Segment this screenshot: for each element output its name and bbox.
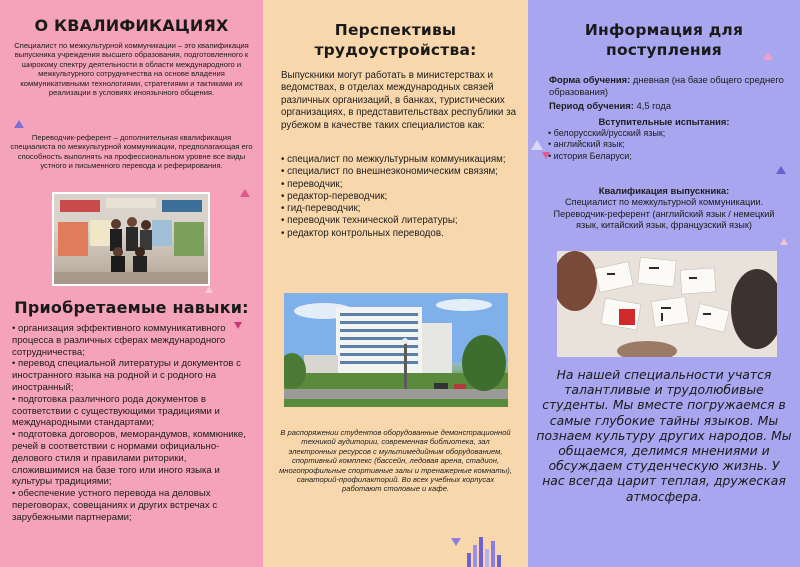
list-item: • обеспечение устного перевода на деловых переговорах, совещаниях и других встречах с зарубежными партнерами;: [12, 488, 218, 523]
qualification-paragraph-1: Специалист по межкультурной коммуникации – это квалификация выпускника учреждения высшего образования, подготовленного к широкому спектру деятельности в области международного и межкультурного сотрудничества на основе владения коммуникативными технологиями, стратегиями и тактиками их реализации в условиях иноязычного общения.: [14, 41, 249, 98]
decor-triangle: [234, 322, 242, 329]
study-period: [549, 100, 789, 112]
calligraphy-class-photo: [557, 251, 777, 357]
decor-triangle: [763, 52, 773, 60]
qualification-paragraph-2: Переводчик-референт – дополнительная квалификация специалиста по межкультурной коммуникации, предполагающая его способность выполнять на профессиональном уровне все виды устного и письменного перевода и реферирования.: [10, 133, 253, 171]
decor-triangle: [780, 238, 788, 245]
facilities-caption: В распоряжении студентов оборудованные демонстрационной техникой аудитории, современная библиотека, зал электронных ресурсов с мультимедийным оборудованием, спортивный комплекс (бассейн, ледовая арена, стадион, многопрофильные спортивные залы и тренажерные комнаты), санаторий-профилакторий. Во всех учебных корпусах работают столовые и кафе.: [279, 428, 512, 494]
decor-triangle: [542, 152, 550, 159]
motto-text: На нашей специальности учатся талантливые и трудолюбивые студенты. Мы вместе погружаемся в самые глубокие тайны языков. Мы познаем культуру других народов. Мы общаемся, делимся мнениями и обсуждаем студенческую жизнь. У нас всегда царит теплая, дружеская атмосфера.: [536, 367, 792, 504]
university-building-photo: [284, 293, 508, 407]
exams-list: [548, 128, 788, 162]
list-item: • белорусский/русский язык;: [548, 128, 666, 138]
list-item: • история Беларуси;: [548, 150, 632, 161]
list-item: • организация эффективного коммуникативного процесса в различных сферах международного сотрудничества;: [12, 323, 226, 358]
study-form-value: дневная (на базе общего среднего образования): [549, 74, 784, 97]
qualifications-heading: О КВАЛИФИКАЦИЯХ: [34, 16, 229, 35]
column-qualifications: [0, 0, 263, 567]
decor-bars: [467, 530, 507, 567]
decor-triangle: [451, 538, 461, 546]
skills-list: [12, 323, 255, 524]
list-item: • редактор-переводчик;: [281, 190, 388, 202]
graduate-qualification-text: Специалист по межкультурной коммуникации. Переводчик-референт (английский язык / немецкий язык, китайский язык, французский язык): [553, 197, 775, 230]
decor-triangle: [531, 140, 543, 150]
study-period-value: 4,5 года: [633, 100, 672, 111]
list-item: • гид-переводчик;: [281, 203, 361, 215]
list-item: • переводчик технической литературы;: [281, 215, 458, 227]
study-form-label: Форма обучения:: [549, 74, 631, 85]
list-item: • специалист по межкультурным коммуникациям;: [281, 154, 506, 165]
list-item: • редактор контрольных переводов.: [281, 227, 444, 239]
study-period-label: Период обучения:: [549, 100, 634, 111]
employment-heading: Перспективы трудоустройства:: [314, 21, 477, 59]
exams-heading: Вступительные испытания:: [598, 116, 730, 127]
employment-intro: Выпускники могут работать в министерствах и ведомствах, в отделах международных связей различных организаций, в банках, туристических организациях, в представительствах республики за рубежом в качестве таких специалистов как:: [281, 70, 517, 131]
decor-triangle: [240, 189, 250, 197]
decor-triangle: [776, 166, 786, 174]
decor-triangle: [205, 286, 213, 293]
list-item: • подготовка различного рода документов в соответствии с существующими традициями и международными стандартами;: [12, 393, 220, 429]
column-admission: [528, 0, 800, 567]
list-item: • английский язык;: [548, 139, 625, 150]
admission-heading: Информация для поступления: [584, 21, 744, 59]
decor-triangle: [14, 120, 24, 128]
graduate-qualification-heading: Квалификация выпускника:: [598, 185, 730, 196]
employment-list: [281, 154, 518, 240]
study-form: [549, 74, 789, 97]
list-item: • специалист по внешнеэкономическим связям;: [281, 166, 499, 178]
students-group-photo: [52, 192, 210, 286]
list-item: • переводчик;: [281, 178, 343, 190]
list-item: • перевод специальной литературы и документов с иностранного языка на родной и с родного на иностранный;: [12, 358, 241, 393]
skills-heading: Приобретаемые навыки:: [14, 298, 249, 317]
column-employment: [263, 0, 528, 567]
list-item: • подготовка договоров, меморандумов, коммюнике, речей в соответствии с нормами официально-делового стиля и правилами риторики, сложившимися на базе того или иного языка и культуры традициями;: [12, 429, 246, 488]
